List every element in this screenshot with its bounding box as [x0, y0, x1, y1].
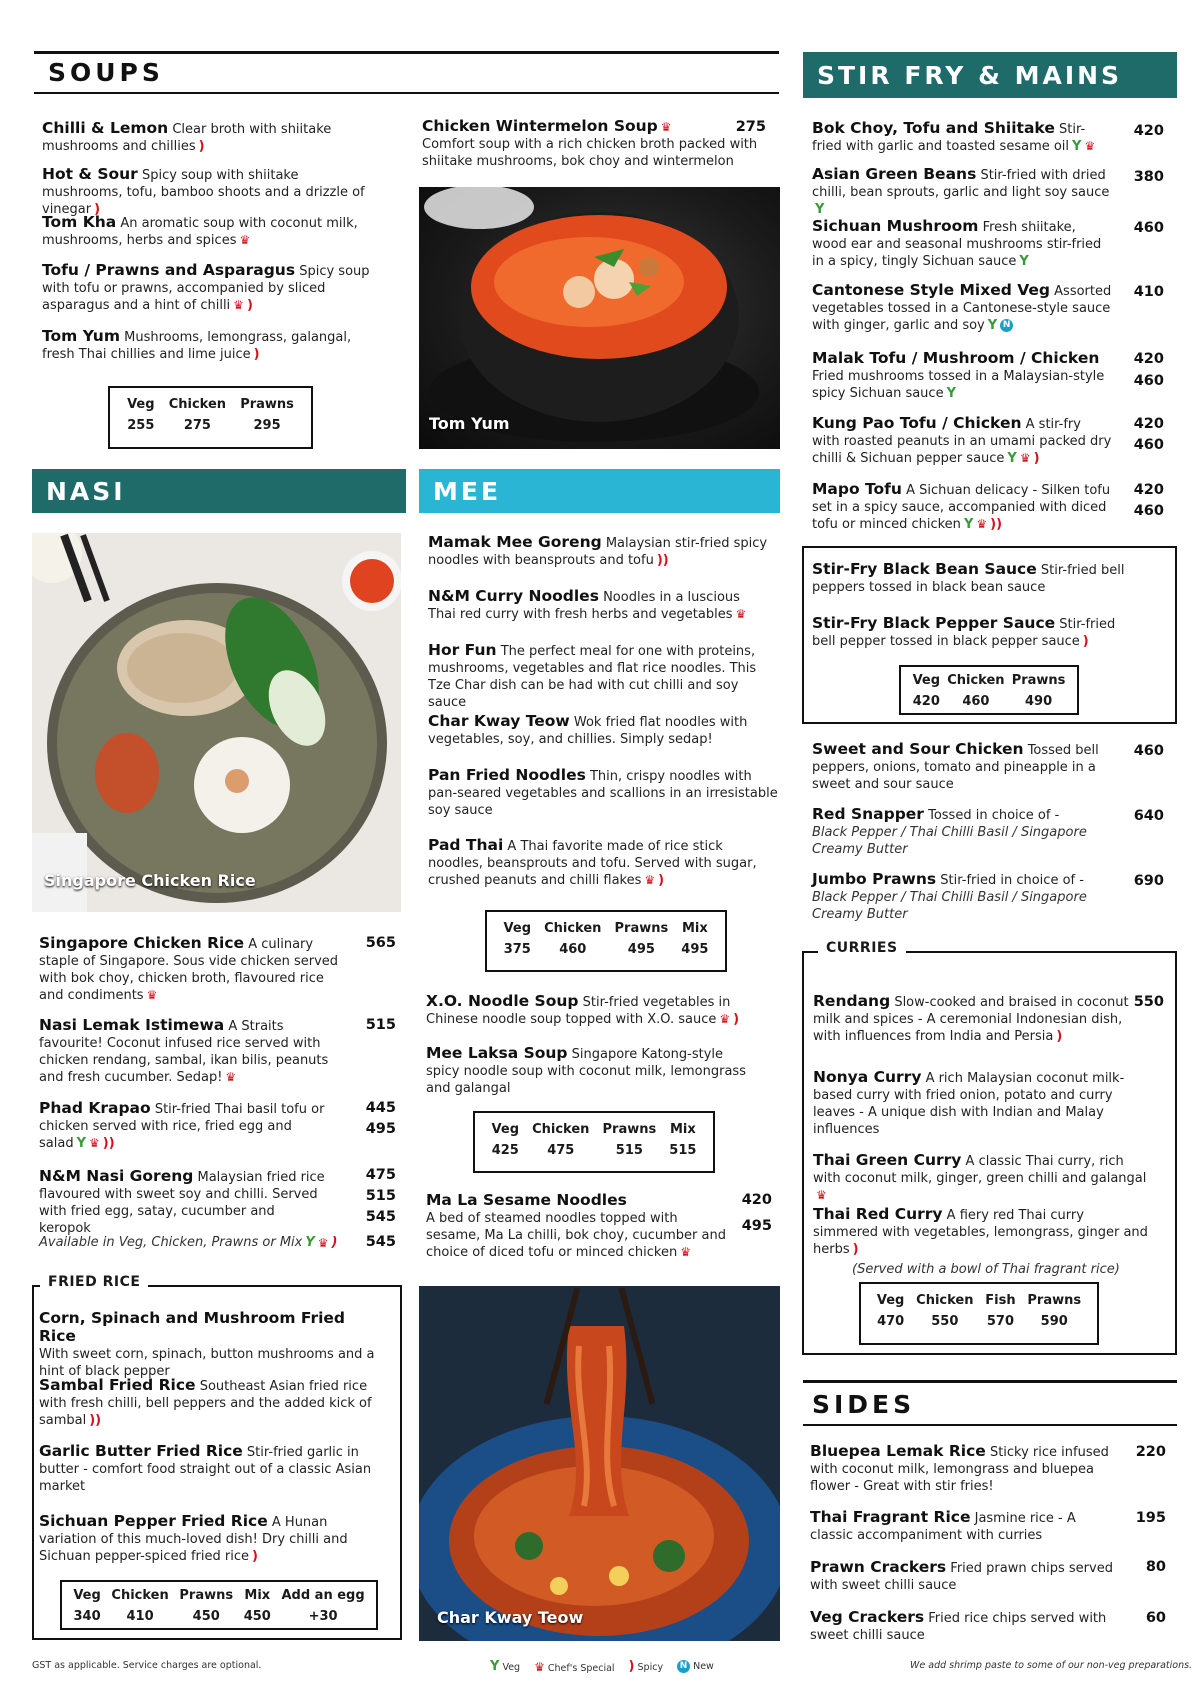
wintermelon-price: 275 [735, 119, 766, 135]
nasi-price: 545 [365, 1209, 396, 1225]
mee-item: Char Kway Teow Wok fried flat noodles with vegetables, soy, and chillies. Simply sedap! [428, 712, 748, 747]
fried-rice-title: FRIED RICE [40, 1274, 148, 1290]
chef-hat-icon: ♛ [233, 298, 244, 312]
nasi-price: 445 [365, 1100, 396, 1116]
chef-hat-icon: ♛ [1084, 139, 1096, 153]
nasi-banner: NASI [32, 469, 406, 513]
mee-item: Pan Fried Noodles Thin, crispy noodles with pan-seared vegetables and scallions in an irresistable soy sauce [428, 766, 778, 818]
legend-veg: Y Veg [490, 1659, 521, 1674]
leaf-icon: Y [946, 386, 956, 401]
stirfry-item: Cantonese Style Mixed Veg Assorted vegetables tossed in a Cantonese-style sauce with ginger, garlic and soy Y N [812, 281, 1112, 333]
leaf-icon: Y [987, 318, 998, 333]
nasi-price: 515 [365, 1017, 396, 1033]
fried-rice-item: Garlic Butter Fried Rice Stir-fried garlic in butter - comfort food straight out of a classic Asian market [39, 1442, 372, 1494]
chilli-icon: ) [1056, 1029, 1063, 1044]
side-item: Bluepea Lemak Rice Sticky rice infused with coconut milk, lemongrass and bluepea flower - Great with stir fries! [810, 1442, 1109, 1494]
mee-item: Mamak Mee Goreng Malaysian stir-fried spicy noodles with beansprouts and tofu )) [428, 533, 768, 568]
chicken-rice-photo [32, 533, 401, 912]
nasi-price: 515 [365, 1188, 396, 1204]
stirfry-item: Jumbo Prawns Stir-fried in choice of - Black Pepper / Thai Chilli Basil / Singapore Creamy Butter [812, 870, 1087, 922]
chef-hat-icon: ♛ [146, 988, 158, 1002]
mee-item: N&M Curry Noodles Noodles in a luscious Thai red curry with fresh herbs and vegetables ♛ [428, 587, 747, 622]
stirfry-item: Sichuan Mushroom Fresh shiitake, wood ear and seasonal mushrooms stir-fried in a spicy, tingly Sichuan sauce Y [812, 217, 1102, 269]
curries-note: (Served with a bowl of Thai fragrant rice) [852, 1262, 1120, 1277]
curries-price-table: Veg 470 Chicken 550 Fish 570 Prawns 590 [859, 1282, 1099, 1345]
stirfry-price: 410 [1133, 284, 1164, 300]
stirfry-item: Sweet and Sour Chicken Tossed bell peppers, onions, tomato and pineapple in a sweet and sour sauce [812, 740, 1099, 792]
chilli-icon: ) [733, 1012, 740, 1027]
chilli-icon: ) [852, 1242, 859, 1257]
stirfry-price: 460 [1133, 503, 1164, 519]
soup-item: Tom Kha An aromatic soup with coconut milk, mushrooms, herbs and spices ♛ [42, 213, 358, 248]
stirfry-price: 460 [1133, 220, 1164, 236]
nasi-price: 545 [365, 1234, 396, 1250]
mee-item: X.O. Noodle Soup Stir-fried vegetables in Chinese noodle soup topped with X.O. sauce ♛ ) [426, 992, 740, 1027]
soups-title: SOUPS [48, 58, 164, 87]
stirfry-price: 420 [1133, 123, 1164, 139]
fried-rice-item: Sambal Fried Rice Southeast Asian fried rice with fresh chilli, bell peppers and the added kick of sambal )) [39, 1376, 372, 1428]
legend-new: N New [677, 1660, 714, 1673]
chilli-icon: ) [331, 1235, 338, 1250]
mee-item: Ma La Sesame Noodles A bed of steamed noodles topped with sesame, Ma La chilli, bok choy, cucumber and choice of diced tofu or minced chicken ♛ [426, 1191, 726, 1260]
stirfry-price: 690 [1133, 873, 1164, 889]
stirfry-item: Red Snapper Tossed in choice of - Black Pepper / Thai Chilli Basil / Singapore Creamy Butter [812, 805, 1087, 857]
stirfry-item: Asian Green Beans Stir-fried with dried chilli, bean sprouts, garlic and light soy sauceY [812, 165, 1110, 217]
mee-item: Pad Thai A Thai favorite made of rice stick noodles, beansprouts and tofu. Served with sugar, crushed peanuts and chilli flakes ♛ ) [428, 836, 757, 888]
stirfry-sauce-price-table: Veg 420 Chicken 460 Prawns 490 [899, 665, 1079, 715]
mee-banner: MEE [419, 469, 780, 513]
chef-hat-icon: ♛ [534, 1659, 545, 1674]
chilli-icon: ) [1033, 451, 1040, 466]
stirfry-item: Bok Choy, Tofu and Shiitake Stir-fried with garlic and toasted sesame oil Y ♛ [812, 119, 1096, 154]
nasi-available-note: Available in Veg, Chicken, Prawns or Mix Y ♛ ) [39, 1235, 338, 1250]
side-price: 195 [1135, 1510, 1166, 1526]
leaf-icon: Y [963, 517, 974, 532]
leaf-icon: Y [490, 1659, 500, 1674]
chilli-icon: ) [1082, 634, 1089, 649]
tom-yum-caption: Tom Yum [429, 414, 510, 433]
tom-yum-photo [419, 187, 780, 449]
leaf-icon: Y [76, 1136, 86, 1151]
chilli-icon: )) [89, 1413, 102, 1428]
chilli-icon: )) [990, 517, 1003, 532]
chef-hat-icon: ♛ [680, 1245, 691, 1259]
chicken-rice-caption: Singapore Chicken Rice [44, 871, 256, 890]
new-badge-icon: N [1000, 319, 1013, 332]
chilli-icon: ) [251, 1549, 258, 1564]
nasi-price: 565 [365, 935, 396, 951]
leaf-icon: Y [815, 202, 825, 217]
chef-hat-icon: ♛ [719, 1012, 731, 1026]
chef-hat-icon: ♛ [660, 120, 672, 134]
mee-item: Hor Fun The perfect meal for one with proteins, mushrooms, vegetables and flat rice noodles. This Tze Char dish can be had with cut chilli and soy sauce [428, 641, 757, 710]
mee-item: Mee Laksa Soup Singapore Katong-style spicy noodle soup with coconut milk, lemongrass and galangal [426, 1044, 746, 1096]
nasi-item: N&M Nasi Goreng Malaysian fried rice flavoured with sweet soy and chilli. Served with fried egg, satay, cucumber and keropok [39, 1167, 325, 1236]
chilli-icon: ) [198, 139, 205, 154]
soups-price-table: Veg 255 Chicken 275 Prawns 295 [108, 386, 313, 449]
leaf-icon: Y [305, 1235, 315, 1250]
leaf-icon: Y [1007, 451, 1017, 466]
chilli-icon: ) [246, 298, 253, 313]
chilli-icon: ) [94, 202, 101, 217]
soup-item: Tom Yum Mushrooms, lemongrass, galangal, fresh Thai chillies and lime juice ) [42, 327, 352, 362]
side-price: 220 [1135, 1444, 1166, 1460]
chef-hat-icon: ♛ [816, 1188, 827, 1202]
stirfry-item: Malak Tofu / Mushroom / Chicken Fried mushrooms tossed in a Malaysian-style spicy Sichuan sauce Y [812, 349, 1105, 401]
stirfry-price: 420 [1133, 416, 1164, 432]
wintermelon-item: Chicken Wintermelon Soup ♛ Comfort soup with a rich chicken broth packed with shiitake mushrooms, bok choy and wintermelon [422, 117, 758, 169]
stirfry-price: 380 [1133, 169, 1164, 185]
stirfry-price: 460 [1133, 437, 1164, 453]
chilli-icon: )) [102, 1136, 115, 1151]
footer-note-left: GST as applicable. Service charges are optional. [32, 1660, 262, 1671]
stirfry-price: 420 [1133, 482, 1164, 498]
mee-price-table-1: Veg 375 Chicken 460 Prawns 495 Mix 495 [485, 910, 727, 972]
stirfry-item: Mapo Tofu A Sichuan delicacy - Silken tofu set in a spicy sauce, accompanied with diced tofu or minced chicken Y ♛ )) [812, 480, 1111, 532]
soups-bottom-rule [34, 92, 779, 94]
fried-rice-item: Sichuan Pepper Fried Rice A Hunan variation of this much-loved dish! Dry chilli and Sichuan pepper-spiced fried rice ) [39, 1512, 348, 1564]
mee-price: 420 [741, 1192, 772, 1208]
chef-hat-icon: ♛ [1019, 451, 1031, 465]
curry-price: 550 [1133, 994, 1164, 1010]
nasi-price: 495 [365, 1121, 396, 1137]
chef-hat-icon: ♛ [976, 517, 988, 531]
chef-hat-icon: ♛ [317, 1235, 329, 1250]
side-price: 60 [1145, 1610, 1166, 1626]
chef-hat-icon: ♛ [239, 233, 251, 247]
leaf-icon: Y [1072, 139, 1082, 154]
chef-hat-icon: ♛ [89, 1136, 100, 1150]
chilli-icon: ) [658, 873, 665, 888]
stirfry-item: Kung Pao Tofu / Chicken A stir-fry with roasted peanuts in an umami packed dry chilli & Sichuan pepper sauce Y ♛ ) [812, 414, 1112, 466]
nasi-item: Nasi Lemak Istimewa A Straits favourite! Coconut infused rice served with chicken rendang, sambal, ikan bilis, peanuts and fresh cucumber. Sedap! ♛ [39, 1016, 329, 1085]
side-item: Thai Fragrant Rice Jasmine rice - A classic accompaniment with curries [810, 1508, 1076, 1543]
footer-note-right: We add shrimp paste to some of our non-veg preparations. [910, 1660, 1193, 1671]
mee-price: 495 [741, 1218, 772, 1234]
chef-hat-icon: ♛ [225, 1070, 237, 1084]
curry-item: Thai Red Curry A fiery red Thai curry simmered with vegetables, lemongrass, ginger and herbs ) [813, 1205, 1148, 1257]
stirfry-sauce-item: Stir-Fry Black Bean Sauce Stir-fried bell peppers tossed in black bean sauce [812, 560, 1125, 595]
soup-item: Chilli & Lemon Clear broth with shiitake mushrooms and chillies ) [42, 119, 332, 154]
curry-item: Thai Green Curry A classic Thai curry, rich with coconut milk, ginger, green chilli and galangal♛ [813, 1151, 1147, 1202]
soup-item: Hot & Sour Spicy soup with shiitake mushrooms, tofu, bamboo shoots and a drizzle of vinegar ) [42, 165, 365, 217]
nasi-item: Phad Krapao Stir-fried Thai basil tofu or chicken served with rice, fried egg and salad Y ♛ )) [39, 1099, 325, 1151]
fried-rice-item: Corn, Spinach and Mushroom Fried Rice With sweet corn, spinach, button mushrooms and a hint of black pepper [39, 1309, 375, 1379]
side-price: 80 [1145, 1559, 1166, 1575]
chef-hat-icon: ♛ [735, 607, 747, 621]
stirfry-price: 640 [1133, 808, 1164, 824]
curry-item: Nonya Curry A rich Malaysian coconut milk-based curry with fried onion, potato and curry leaves - A unique dish with Indian and Malay influences [813, 1068, 1125, 1137]
legend-spicy: ) Spicy [628, 1659, 664, 1674]
soup-item: Tofu / Prawns and Asparagus Spicy soup with tofu or prawns, accompanied by sliced asparagus and a hint of chilli ♛ ) [42, 261, 370, 313]
stirfry-price: 420 [1133, 351, 1164, 367]
chilli-icon: ) [628, 1659, 635, 1674]
fried-rice-price-table: Veg 340 Chicken 410 Prawns 450 Mix 450 Add an egg +30 [60, 1580, 378, 1630]
soups-top-rule [34, 51, 779, 54]
nasi-price: 475 [365, 1167, 396, 1183]
char-kway-teow-photo [419, 1286, 780, 1641]
side-item: Prawn Crackers Fried prawn chips served with sweet chilli sauce [810, 1558, 1113, 1593]
chilli-icon: )) [656, 553, 669, 568]
curry-item: Rendang Slow-cooked and braised in coconut milk and spices - A ceremonial Indonesian dish, with influences from India and Persia ) [813, 992, 1129, 1044]
char-kway-teow-caption: Char Kway Teow [437, 1608, 584, 1627]
chef-hat-icon: ♛ [644, 873, 656, 887]
sides-bottom-rule [803, 1424, 1177, 1426]
chilli-icon: ) [253, 347, 260, 362]
nasi-item: Singapore Chicken Rice A culinary staple of Singapore. Sous vide chicken served with bok choy, chicken broth, flavoured rice and condiments ♛ [39, 934, 339, 1003]
stirfry-sauce-item: Stir-Fry Black Pepper Sauce Stir-fried bell pepper tossed in black pepper sauce ) [812, 614, 1116, 649]
mee-price-table-2: Veg 425 Chicken 475 Prawns 515 Mix 515 [473, 1111, 715, 1173]
sides-top-rule [803, 1380, 1177, 1383]
stirfry-price: 460 [1133, 743, 1164, 759]
legend-chef: ♛ Chef's Special [534, 1659, 615, 1674]
new-badge-icon: N [677, 1660, 690, 1673]
footer-legend [490, 1659, 714, 1674]
curries-title: CURRIES [818, 940, 906, 956]
stirfry-banner: STIR FRY & MAINS [803, 52, 1177, 98]
sides-title: SIDES [812, 1390, 916, 1419]
side-item: Veg Crackers Fried rice chips served with sweet chilli sauce [810, 1608, 1107, 1643]
stirfry-price: 460 [1133, 373, 1164, 389]
leaf-icon: Y [1019, 254, 1029, 269]
